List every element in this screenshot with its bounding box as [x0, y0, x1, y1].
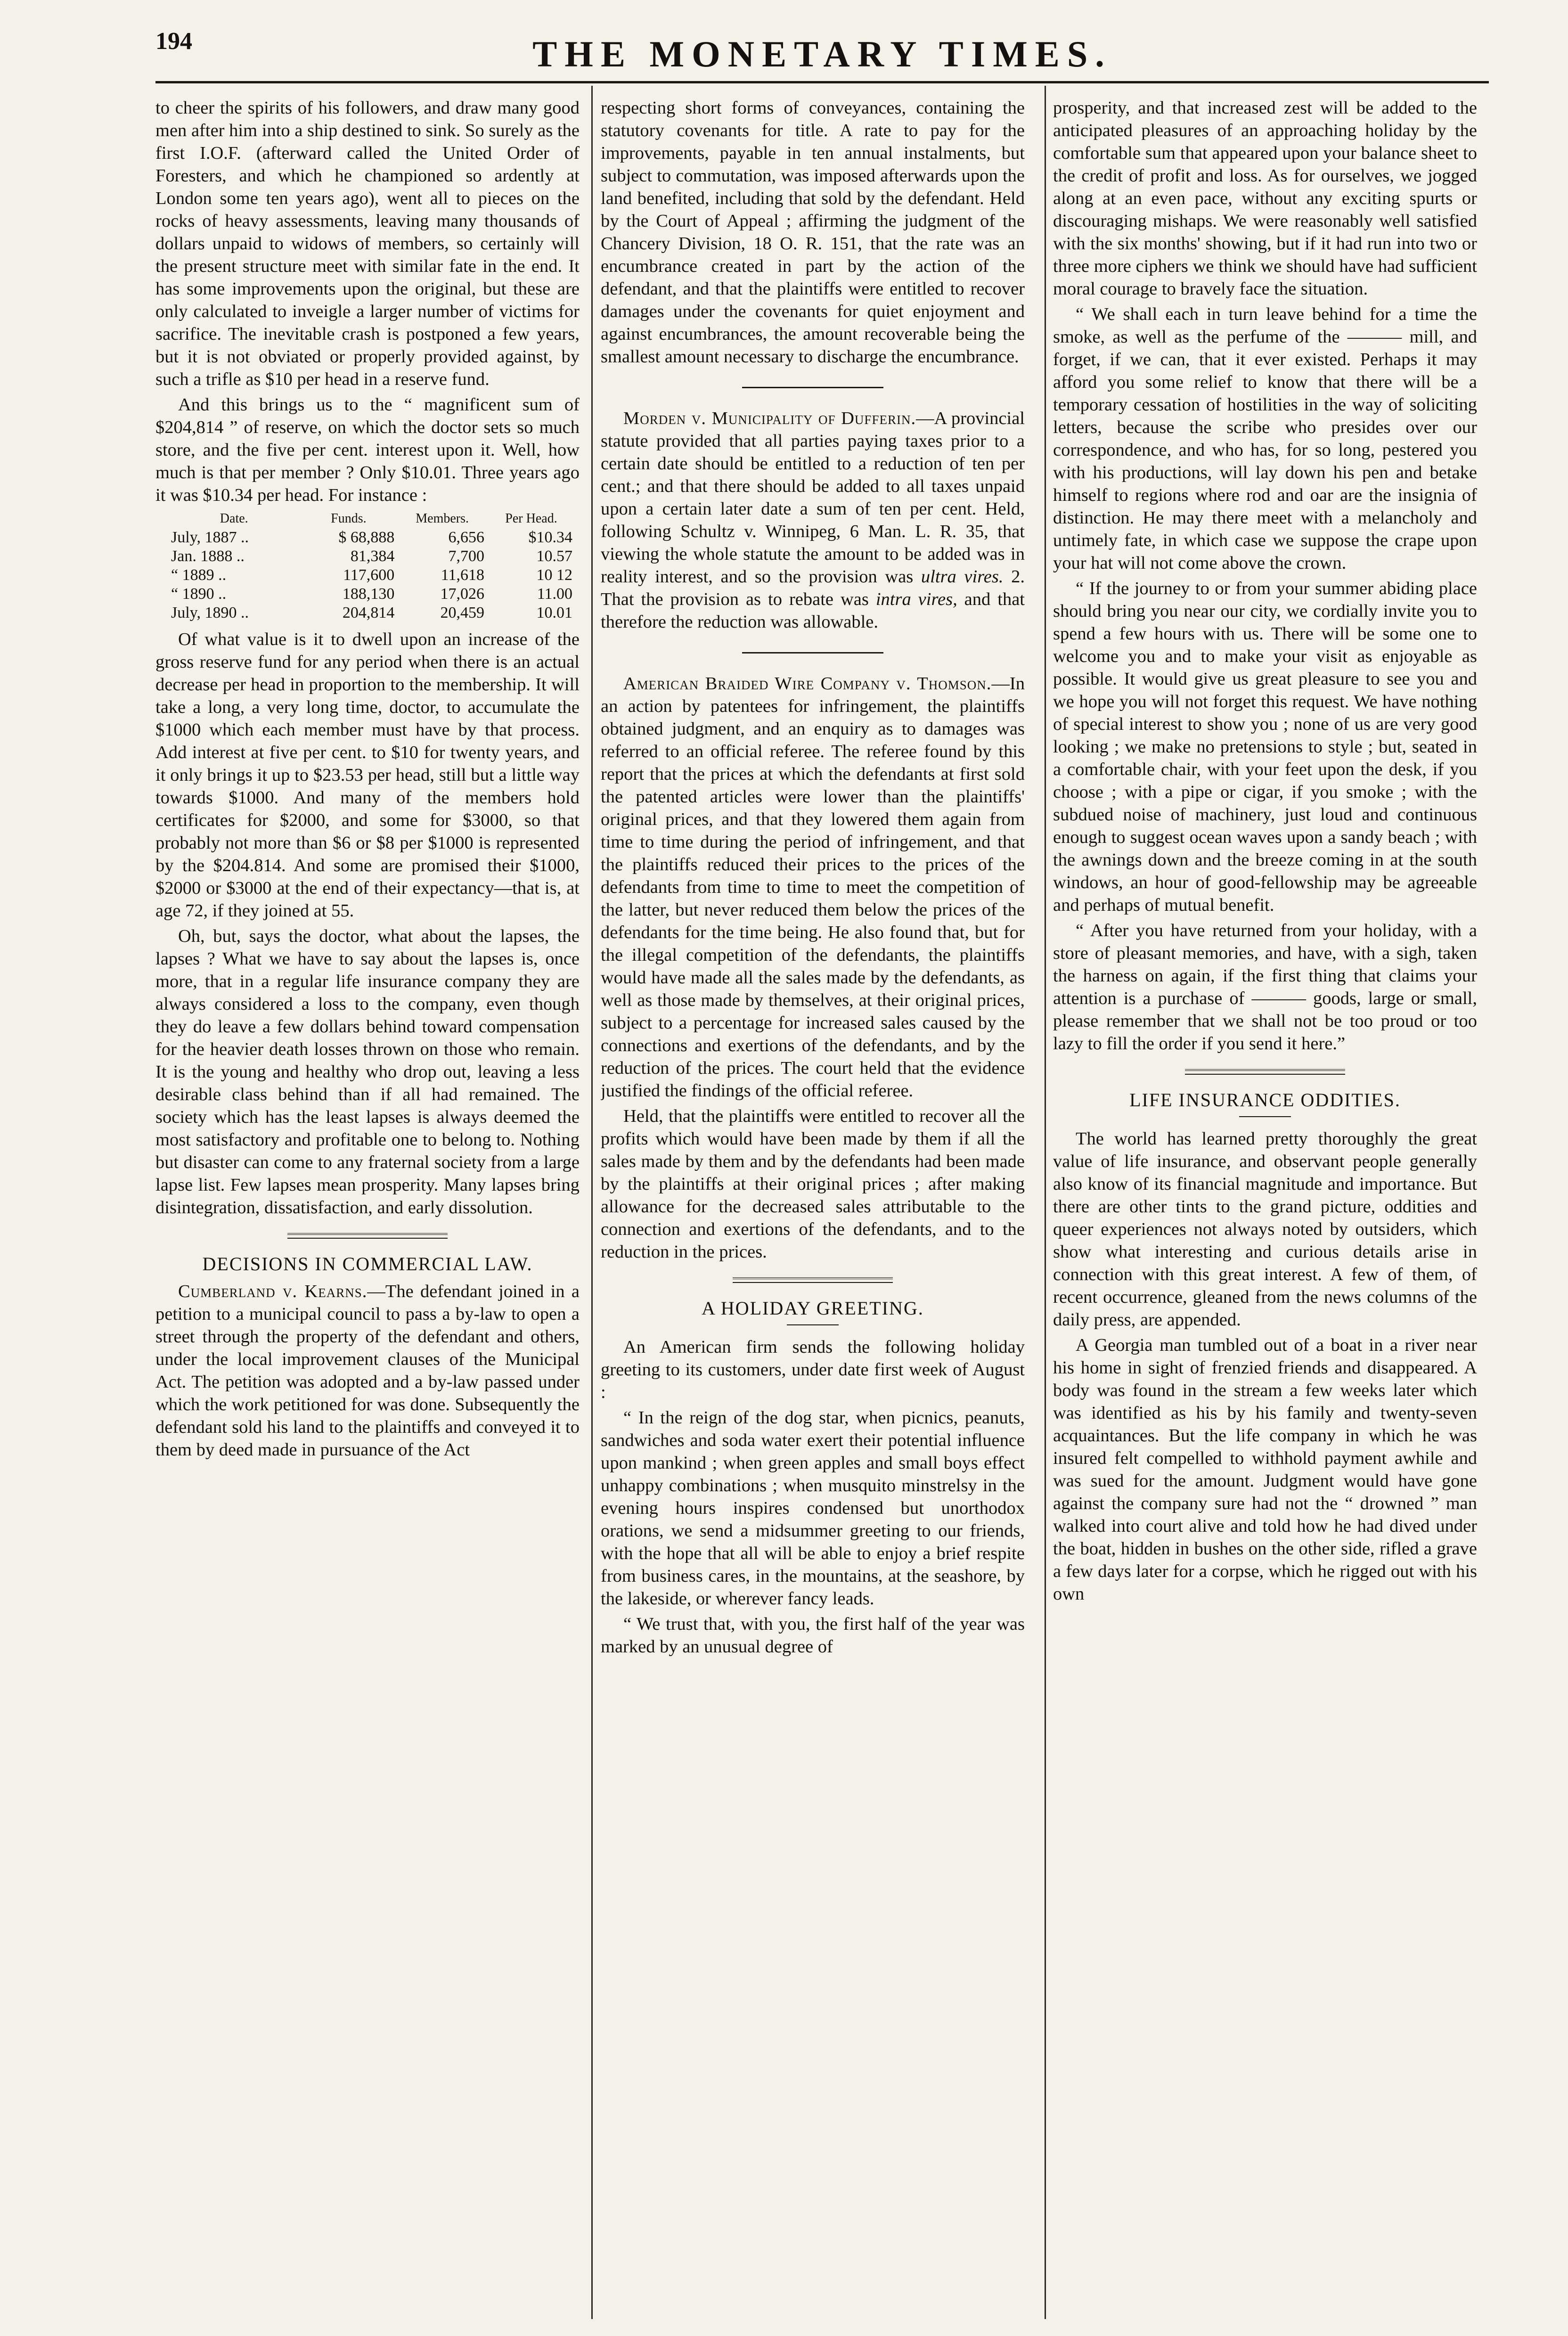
- case-paragraph: [155, 1280, 580, 1461]
- table-cell: 10 12: [536, 566, 572, 584]
- column-1: [155, 97, 580, 2320]
- table-cell: 188,130: [342, 585, 395, 603]
- column-2: [601, 97, 1025, 2320]
- table-cell: July, 1890 ..: [171, 604, 249, 621]
- column-divider-2: [1045, 86, 1046, 2319]
- paragraph: An American firm sends the following holiday greeting to its customers, under date first week of August :: [601, 1337, 1025, 1402]
- paragraph: “ After you have returned from your holiday, with a store of pleasant memories, and have, with a sigh, taken the harness on again, if the first thing that claims your attention is a purchase of ——— goods, large or small, please remember that we shall not be too proud or too lazy to fill the order if you send it here.”: [1053, 921, 1477, 1054]
- title-underline: [787, 1324, 839, 1325]
- table-row: [168, 604, 575, 622]
- section-title-holiday-greeting: A HOLIDAY GREETING.: [702, 1298, 924, 1319]
- paragraph: A Georgia man tumbled out of a boat in a river near his home in sight of frenzied friends and disappeared. A body was found in the stream a few weeks later which was identified as his by his family and twenty-seven acquaintances. But the life company in which he was insured felt compelled to withhold payment awhile and was sued for the amount. Judgment would have gone against the company sure had not the “ drowned ” man walked into court alive and told how he had dived under the boat, hidden in bushes on the other side, rifled a grave a few days later for a corpse, which he rigged out with his own: [1053, 1335, 1477, 1604]
- case-paragraph: [601, 672, 1025, 1102]
- page-header: [155, 23, 1489, 79]
- table-cell: 7,700: [448, 547, 484, 565]
- section-title-commercial-law: DECISIONS IN COMMERCIAL LAW.: [202, 1253, 533, 1274]
- table-header-date: Date.: [220, 511, 248, 526]
- case-name: American Braided Wire Company v. Thomson.: [623, 674, 992, 694]
- table-header-per-head: Per Head.: [505, 511, 557, 526]
- paragraph: to cheer the spirits of his followers, and draw many good men after him into a ship destined to sink. So surely as the first I.O.F. (afterward called the United Order of Foresters, and which he championed so ardently at London some ten years ago), went all to pieces on the rocks of heavy assessments, leaving many thousands of dollars unpaid to widows of members, so certainly will the present structure meet with similar fate in the end. It has some improvements upon the original, but these are only calculated to inveigle a larger number of victims for sacrifice. The inevitable crash is postponed a few years, but it is not obviated or properly provided against, by such a trifle as $10 per head in a reserve fund.: [155, 98, 580, 389]
- table-cell: 17,026: [440, 585, 484, 603]
- table-row: [168, 547, 575, 566]
- column-divider-1: [591, 86, 593, 2319]
- paragraph: Of what value is it to dwell upon an increase of the gross reserve fund for any period when there is an actual decrease per head in proportion to the membership. It will take a long, a very long time, doctor, to accumulate the $1000 which each member must have by that process. Add interest at five per cent. to $10 for twenty years, and it only brings it up to $23.53 per head, still but a little way towards $1000. And many of the members hold certificates for $2000, and some for $3000, so that probably not more than $6 or $8 per $1000 is represented by the $204.814. And some are promised their $1000, $2000 or $3000 at the end of their expectancy—that is, at age 72, if they joined at 55.: [155, 629, 580, 921]
- case-text: and that therefore the reduction was allowable.: [601, 589, 1025, 632]
- table-header-members: Members.: [416, 511, 469, 526]
- table-cell: 10.01: [536, 604, 572, 621]
- table-cell: “ 1890 ..: [171, 585, 227, 603]
- column-3: [1053, 97, 1477, 2320]
- table-row: [168, 585, 575, 604]
- paragraph: “ If the journey to or from your summer abiding place should bring you near our city, we cordially invite you to spend a few hours with us. There will be some one to welcome you and to make your visit as enjoyable as possible. It would give us great pleasure to see you and we hope you will not forget this request. We have nothing of special interest to show you ; none of us are very good looking ; we make no pretensions to style ; but, seated in a comfortable chair, with your feet upon the desk, if you choose ; with a pipe or cigar, if you smoke ; with the subdued noise of machinery, just loud and continuous enough to suggest ocean waves upon a sandy beach ; with the awnings down and the breeze coming in at the south windows, an hour of good-fellowship may be agreeable and perhaps of mutual benefit.: [1053, 579, 1477, 915]
- table-cell: July, 1887 ..: [171, 529, 249, 546]
- table-cell: 11,618: [441, 566, 484, 584]
- section-separator: [733, 1277, 893, 1283]
- table-cell: Jan. 1888 ..: [171, 547, 245, 565]
- case-name: Cumberland v. Kearns.: [178, 1282, 368, 1301]
- case-name: Morden v. Municipality of Dufferin.: [623, 408, 916, 428]
- masthead-title: THE MONETARY TIMES.: [532, 33, 1112, 74]
- paragraph: Oh, but, says the doctor, what about the lapses, the lapses ? What we have to say about the lapses is, once more, that in a regular life insurance company they are always considered a loss to the company, even though they do leave a few dollars behind toward compensation for the heavier death losses thrown on those who remain. It is the young and healthy who drop out, leaving a less desirable class behind than if all had remained. The society which has the least lapses is always deemed the most satisfactory and profitable one to belong to. Nothing but disaster can come to any fraternal society from a large lapse list. Few lapses mean prosperity. Many lapses bring disintegration, dissatisfaction, and early dissolution.: [155, 926, 580, 1217]
- paragraph: The world has learned pretty thoroughly the great value of life insurance, and observant people generally also know of its financial magnitude and importance. But there are other tints to the grand picture, oddities and queer experiences not always noted by outsiders, which show what interesting and curious details arise in connection with this great interest. A few of them, of recent occurrence, gleaned from the news columns of the daily press, are appended.: [1053, 1129, 1477, 1330]
- table-header-funds: Funds.: [331, 511, 367, 526]
- case-text: 2. That the provision as to rebate was: [601, 567, 1025, 609]
- paragraph: And this brings us to the “ magnificent sum of $204,814 ” of reserve, on which the doctor sets so much store, and the five per cent. interest upon it. Well, how much is that per member ? Only $10.01. Three years ago it was $10.34 per head. For instance :: [155, 395, 580, 505]
- section-separator: [287, 1233, 448, 1239]
- paragraph: “ In the reign of the dog star, when picnics, peanuts, sandwiches and soda water exert their potential influence upon mankind ; when green apples and small boys effect unhappy combinations ; when musquito minstrelsy in the evening hours inspires condensed but unorthodox orations, we send a midsummer greeting to our friends, with the hope that all will be able to enjoy a brief respite from business cares, in the mountains, at the seashore, by the lakeside, or wherever fancy leads.: [601, 1408, 1025, 1609]
- header-rule: [155, 81, 1489, 83]
- table-row: [168, 528, 575, 547]
- table-cell: 6,656: [448, 529, 484, 546]
- paragraph: “ We trust that, with you, the first half of the year was marked by an unusual degree of: [601, 1614, 1025, 1657]
- case-separator: [742, 387, 883, 388]
- case-text: —A provincial statute provided that all parties paying taxes prior to a certain date should be entitled to a reduction of ten per cent.; and that there should be added to all taxes unpaid upon a certain later date a sum of ten per cent. Held, following Schultz v. Winnipeg, 6 Man. L. R. 35, that viewing the whole statute the amount to be added was in reality interest, and so the provision was: [601, 408, 1025, 587]
- paragraph: Held, that the plaintiffs were entitled to recover all the profits which would have been made by them if all the sales made by them and by the defendants had been made by the plaintiffs at their original prices ; after making allowance for the decreased sales attributable to the connection and exertions of the defendants, and to the reduction in the prices.: [601, 1106, 1025, 1262]
- section-title-life-insurance-oddities: LIFE INSURANCE ODDITIES.: [1129, 1089, 1401, 1111]
- table-cell: 20,459: [440, 604, 484, 621]
- paragraph: “ We shall each in turn leave behind for a time the smoke, as well as the perfume of the ——— mill, and forget, if we can, that it ever existed. Perhaps it may afford you some relief to know that there will be a temporary cessation of hostilities in the way of soliciting letters, because the scribe who presides over our correspondence, and who has, for so long, pestered you with his productions, will lay down his pen and betake himself to regions where rod and oar are the insignia of distinction. He may there meet with a melancholy and untimely fate, in which case we suppose the crape upon your hat will not come above the crown.: [1053, 304, 1477, 573]
- table-cell: 10.57: [536, 547, 572, 565]
- table-cell: 204,814: [342, 604, 395, 621]
- table-cell: “ 1889 ..: [171, 566, 227, 584]
- table-cell: 117,600: [343, 566, 395, 584]
- section-separator: [1185, 1069, 1345, 1075]
- case-paragraph: [601, 407, 1025, 633]
- title-underline: [1239, 1116, 1291, 1117]
- page-number: 194: [155, 28, 192, 55]
- case-text-italic: intra vires,: [875, 589, 957, 609]
- table-cell: 81,384: [350, 547, 395, 565]
- case-text: —The defendant joined in a petition to a municipal council to pass a by-law to open a street through the property of the defendant and others, under the local improvement clauses of the Municipal Act. The petition was adopted and a by-law passed under which the work petitioned for was done. Subsequently the defendant sold his land to the plaintiffs and conveyed it to them by deed made in pursuance of the Act: [155, 1282, 580, 1460]
- table-row: [168, 566, 575, 585]
- paragraph: respecting short forms of conveyances, containing the statutory covenants for title. A rate to pay for the improvements, payable in ten annual instalments, but subject to commutation, was imposed afterwards upon the land benefited, including that sold by the defendant. Held by the Court of Appeal ; affirming the judgment of the Chancery Division, 18 O. R. 151, that the rate was an encumbrance created in part by the action of the defendant, and that the plaintiffs were entitled to recover damages under the covenants for quiet enjoyment and against encumbrances, the amount recoverable being the smallest amount necessary to discharge the encumbrance.: [601, 98, 1025, 367]
- case-text: —In an action by patentees for infringement, the plaintiffs obtained judgment, and an enquiry as to damages was referred to an official referee. The referee found by this report that the prices at which the defendants at first sold the patented articles were lower than the plaintiffs' original prices, and that they lowered them again from time to time during the period of infringement, and that the plaintiffs reduced their prices to the prices of the defendants from time to time to meet the competition of the latter, but never reduced them below the prices of the defendants for the time being. He also found that, but for the illegal competition of the defendants, the plaintiffs would have made all the sales made by the defendants, as well as those made by themselves, at their original prices, subject to a percentage for increased sales caused by the connections and exertions of the defendants, and by the reduction of the prices. The court held that the evidence justified the findings of the official referee.: [601, 674, 1025, 1101]
- table-cell: $10.34: [528, 529, 572, 546]
- reserve-fund-table: [168, 509, 575, 622]
- case-separator: [742, 652, 883, 653]
- table-cell: $ 68,888: [338, 529, 395, 546]
- case-text-italic: ultra vires.: [921, 567, 1004, 587]
- paragraph: prosperity, and that increased zest will be added to the anticipated pleasures of an approaching holiday by the comfortable sum that appeared upon your balance sheet to the credit of profit and loss. As for ourselves, we jogged along at an even pace, without any exciting spurts or discouraging mishaps. We were reasonably well satisfied with the six months' showing, but if it had run into two or three more ciphers we think we should have had sufficient moral courage to bravely face the situation.: [1053, 98, 1477, 299]
- table-header-row: [168, 509, 575, 528]
- table-cell: 11.00: [537, 585, 572, 603]
